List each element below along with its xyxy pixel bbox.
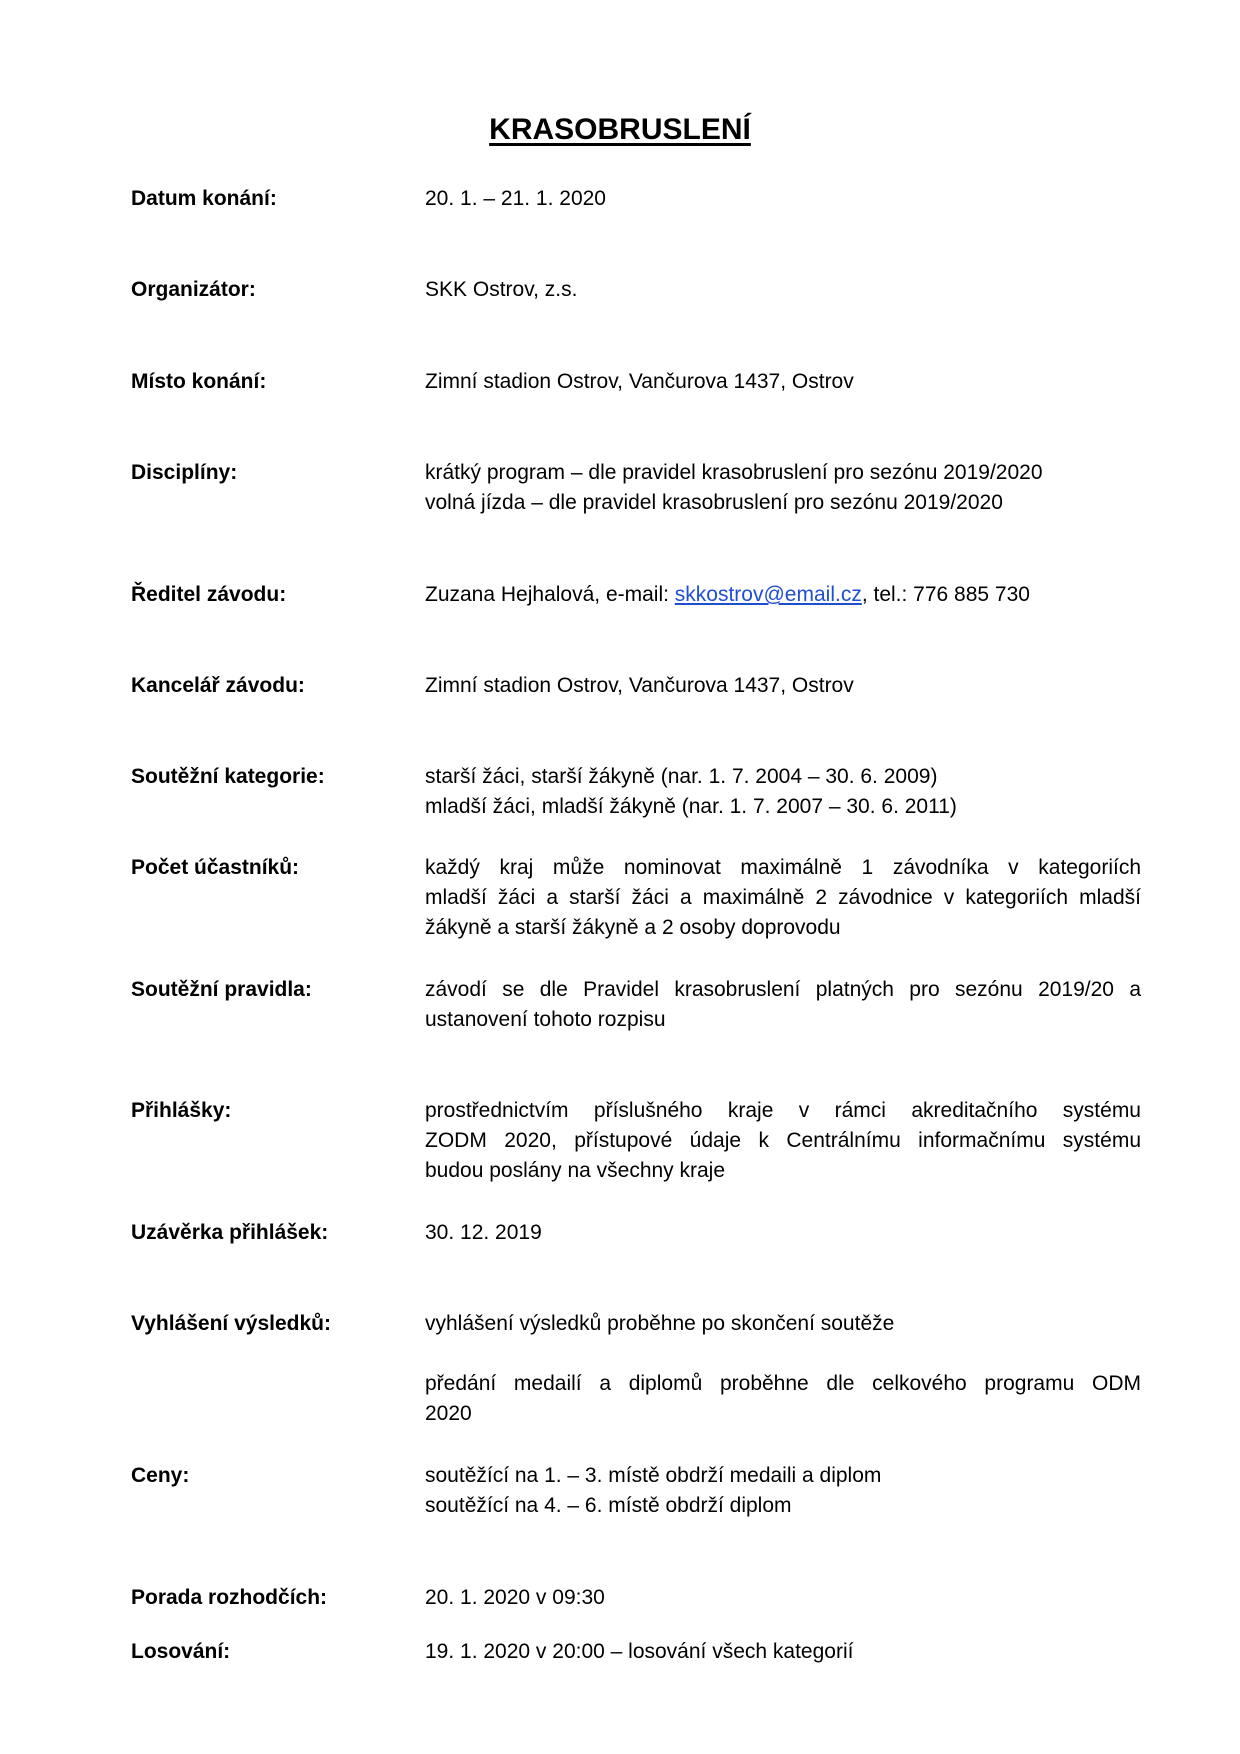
ceny-line: soutěžící na 4. – 6. místě obdrží diplom: [425, 1494, 792, 1517]
pocet-line: každý kraj může nominovat maximálně 1 závodníka v kategoriích: [425, 856, 1141, 879]
discipliny-line: volná jízda – dle pravidel krasobruslení pro sezónu 2019/2020: [425, 491, 1003, 514]
porada-label: Porada rozhodčích:: [131, 1586, 328, 1609]
misto-value: Zimní stadion Ostrov, Vančurova 1437, Ostrov: [425, 370, 854, 393]
vyhlaseni-line: 2020: [425, 1402, 472, 1425]
discipliny-label: Disciplíny:: [131, 461, 238, 484]
ceny-value: [425, 1461, 1141, 1521]
kategorie-label: Soutěžní kategorie:: [131, 765, 325, 788]
datum-label: Datum konání:: [131, 187, 277, 210]
kategorie-value: [425, 762, 1141, 822]
organizator-value: SKK Ostrov, z.s.: [425, 278, 578, 301]
pravidla-line: závodí se dle Pravidel krasobruslení platných pro sezónu 2019/20 a: [425, 978, 1141, 1001]
pravidla-value: [425, 975, 1141, 1035]
kategorie-line: mladší žáci, mladší žákyně (nar. 1. 7. 2007 – 30. 6. 2011): [425, 795, 957, 818]
uzaverka-value: 30. 12. 2019: [425, 1221, 542, 1244]
ceny-line: soutěžící na 1. – 3. místě obdrží medaili a diplom: [425, 1464, 882, 1487]
pravidla-label: Soutěžní pravidla:: [131, 978, 312, 1001]
losovani-value: 19. 1. 2020 v 20:00 – losování všech kategorií: [425, 1640, 854, 1663]
vyhlaseni-label: Vyhlášení výsledků:: [131, 1312, 331, 1335]
kancelar-value: Zimní stadion Ostrov, Vančurova 1437, Ostrov: [425, 674, 854, 697]
prihlasky-line: budou poslány na všechny kraje: [425, 1159, 726, 1182]
pravidla-line: ustanovení tohoto rozpisu: [425, 1008, 666, 1031]
prihlasky-label: Přihlášky:: [131, 1099, 232, 1122]
reditel-name: Zuzana Hejhalová, e-mail:: [425, 583, 675, 606]
reditel-phone: , tel.: 776 885 730: [861, 583, 1030, 606]
porada-value: 20. 1. 2020 v 09:30: [425, 1586, 605, 1609]
reditel-value: [425, 580, 1141, 610]
organizator-label: Organizátor:: [131, 278, 256, 301]
document-title: KRASOBRUSLENÍ: [489, 113, 751, 146]
pocet-line: žákyně a starší žákyně a 2 osoby doprovodu: [425, 916, 841, 939]
vyhlaseni-line: předání medailí a diplomů proběhne dle celkového programu ODM: [425, 1372, 1141, 1395]
pocet-line: mladší žáci a starší žáci a maximálně 2 závodnice v kategoriích mladší: [425, 886, 1141, 909]
discipliny-line: krátký program – dle pravidel krasobruslení pro sezónu 2019/2020: [425, 461, 1043, 484]
datum-value: 20. 1. – 21. 1. 2020: [425, 187, 606, 210]
pocet-label: Počet účastníků:: [131, 856, 300, 879]
prihlasky-value: [425, 1096, 1141, 1186]
losovani-label: Losování:: [131, 1640, 231, 1663]
prihlasky-line: ZODM 2020, přístupové údaje k Centrálnímu informačnímu systému: [425, 1129, 1141, 1152]
ceny-label: Ceny:: [131, 1464, 190, 1487]
pocet-value: [425, 853, 1141, 943]
reditel-label: Ředitel závodu:: [131, 583, 287, 606]
vyhlaseni-line: vyhlášení výsledků proběhne po skončení soutěže: [425, 1312, 895, 1335]
misto-label: Místo konání:: [131, 370, 267, 393]
kategorie-line: starší žáci, starší žákyně (nar. 1. 7. 2004 – 30. 6. 2009): [425, 765, 938, 788]
uzaverka-label: Uzávěrka přihlášek:: [131, 1221, 329, 1244]
prihlasky-line: prostřednictvím příslušného kraje v rámci akreditačního systému: [425, 1099, 1141, 1122]
kancelar-label: Kancelář závodu:: [131, 674, 305, 697]
discipliny-value: [425, 458, 1141, 518]
email-link[interactable]: skkostrov@email.cz: [674, 583, 862, 606]
vyhlaseni-value: [425, 1309, 1141, 1429]
